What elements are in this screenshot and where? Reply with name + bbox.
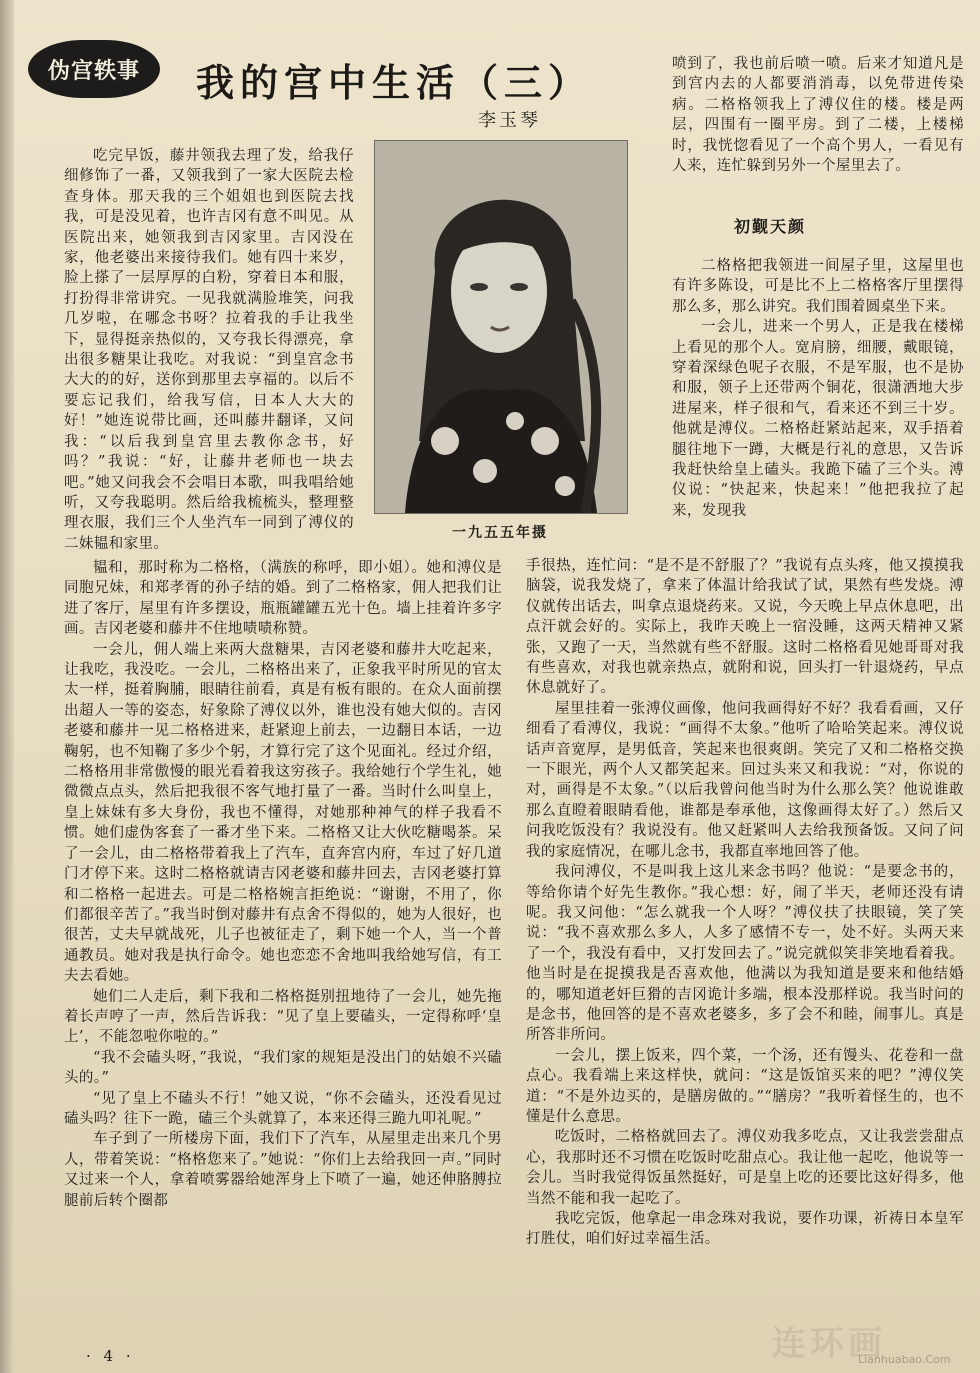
paragraph: 我问溥仪，不是叫我上这儿来念书吗？他说：“是要念书的，等给你请个好先生教你。”我心想：好，闹了半天，老师还没有请呢。我又问他：“怎么就我一个人呀？”溥仪扶了扶眼镜，笑了笑说：“我不喜欢那么多人，人多了感情不专一，处不好。头两天来了一个，我没有看中，又打发回去了。”说完就似笑非笑地看着我。他当时是在捉摸我是否喜欢他，他满以为我知道是要来和他结婚的，哪知道老奸巨猾的吉冈诡计多端，根本没那样说。我当时问的是念书，他回答的是不喜欢老婆多，多了会不和睦，闹事儿。真是所答非所问。 xyxy=(526,864,964,1044)
lower-left-column xyxy=(64,558,502,1211)
paragraph: “我不会磕头呀，”我说，“我们家的规矩是没出门的姑娘不兴磕头的。” xyxy=(64,1049,502,1087)
portrait-illustration xyxy=(375,141,627,513)
photo-caption: 一九五五年摄 xyxy=(452,525,548,541)
portrait-photo xyxy=(374,140,628,514)
paragraph: “见了皇上不磕头不行！”她又说，“你不会磕头，还没看见过磕头吗？往下一跪，磕三个头就算了，本来还得三跪九叩礼呢。” xyxy=(64,1090,502,1127)
paragraph: 一会儿，摆上饭来，四个菜，一个汤，还有馒头、花卷和一盘点心。我看端上来这样快，就问：“这是饭馆买来的吧？”溥仪笑道：“不是外边买的，是膳房做的。”“膳房？”我听着怪生的，也不懂是什么意思。 xyxy=(526,1047,964,1125)
binding-edge xyxy=(0,0,14,1373)
paragraph: 手很热，连忙问：“是不是不舒服了？”我说有点头疼，他又摸摸我脑袋，说我发烧了，拿来了体温计给我试了试，果然有些发烧。溥仪就传出话去，叫拿点退烧药来。又说，今天晚上早点休息吧，出点汗就会好的。实际上，我昨天晚上一宿没睡，这两天精神又紧张，又跑了一天，当然就有些不舒服。这时二格格看见她哥哥对我有些喜欢，对我也就亲热点，就附和说，回头打一针退烧药，早点休息就好了。 xyxy=(526,558,964,697)
lower-right-column xyxy=(526,556,964,1250)
site-watermark-url: Lianhuabao.Com xyxy=(858,1353,951,1366)
paragraph: 她们二人走后，剩下我和二格格挺别扭地待了一会儿，她先拖着长声哼了一声，然后告诉我：“见了皇上要磕头，一定得称呼‘皇上’，不能忽啦你啦的。” xyxy=(64,988,502,1046)
right-column-middle xyxy=(672,256,964,521)
article-author: 李玉琴 xyxy=(478,110,541,131)
site-watermark: 连环画 xyxy=(772,1324,886,1364)
left-column xyxy=(64,146,354,554)
column-tag-badge: 伪宫轶事 xyxy=(28,40,160,98)
paragraph: 吃饭时，二格格就回去了。溥仪劝我多吃点，又让我尝尝甜点心，我那时还不习惯在吃饭时吃甜点心。我让他一起吃，他说等一会儿。当时我觉得饭虽然挺好，可是皇上吃的还要比这好得多，他当然不能和我一起吃了。 xyxy=(526,1129,964,1207)
paragraph: 屋里挂着一张溥仪画像，他问我画得好不好？我看看画，又仔细看了看溥仪，我说：“画得不太象。”他听了哈哈笑起来。溥仪说话声音宽厚，是男低音，笑起来也很爽朗。笑完了又和二格格交换一下眼光，两个人又都笑起来。回过头来又和我说：“对，你说的对，画得是不太象。”（以后我曾问他当时为什么那么笑？他说谁敢那么直瞪着眼睛看他，谁都是奉承他，这像画得太好了。）然后又问我吃饭没有？我说没有。他又赶紧叫人去给我预备饭。又问了问我的家庭情况，在哪儿念书，我都直率地回答了他。 xyxy=(526,700,964,860)
page-number: · 4 · xyxy=(86,1347,135,1365)
paragraph: 二格格把我领进一间屋子里，这屋里也有许多陈设，可是比不上二格格客厅里摆得那么多，那么讲究。我们围着圆桌坐下来。 xyxy=(672,258,964,315)
paragraph: 一会儿，佣人端上来两大盘糖果，吉冈老婆和藤井大吃起来，让我吃，我没吃。一会儿，二格格出来了，正象我平时所见的官太太一样，挺着胸脯，眼睛往前看，真是有板有眼的。在众人面前摆出超人一等的姿态，好象除了溥仪以外，谁也没有她大似的。吉冈老婆和藤井一见二格格进来，赶紧迎上前去，一边翻日本话，一边鞠躬，也不知鞠了多少个躬，才算行完了这个见面礼。经过介绍，二格格用非常傲慢的眼光看着我这穷孩子。我给她行个学生礼，她微微点点头，然后把我很不客气地打量了一番。当时什么叫皇上，皇上妹妹有多大身份，我也不懂得，对她那种神气的样子我看不惯。她们虚伪客套了一番才坐下来。二格格又让大伙吃糖喝茶。呆了一会儿，由二格格带着我上了汽车，直奔宫内府，车过了好几道门才停下来。这时二格格就请吉冈老婆和藤井回去，吉冈老婆打算和二格格一起进去。可是二格格婉言拒绝说：“谢谢，不用了，你们都很辛苦了。”我当时倒对藤井有点舍不得似的，她为人很好，也很苦，丈夫早就战死，儿子也被征走了，剩下她一个人，当一个普通教员。她对我是执行命令。她也恋恋不舍地叫我给她写信，有工夫去看她。 xyxy=(64,641,502,985)
paragraph: 一会儿，进来一个男人，正是我在楼梯上看见的那个人。宽肩膀，细腰，戴眼镜，穿着深绿色呢子衣服，不是军服，也不是协和服，领子上还带两个铜花，很潇洒地大步进屋来，样子很和气，看来还不到三十岁。他就是溥仪。二格格赶紧站起来，双手捂着腿往地下一蹲，大概是行礼的意思，又告诉我赶快给皇上磕头。我跪下磕了三个头。溥仪说：“快起来，快起来！”他把我拉了起来，发现我 xyxy=(672,319,964,519)
paragraph: 吃完早饭，藤井领我去理了发，给我仔细修饰了一番，又领我到了一家大医院去检查身体。那天我的三个姐姐也到医院去找我，可是没见着，也许吉冈有意不叫见。从医院出来，她领我到吉冈家里。吉冈没在家，他老婆出来接待我们。她有四十来岁，脸上搽了一层厚厚的白粉，穿着日本和服，打扮得非常讲究。一见我就满脸堆笑，问我几岁啦，在哪念书呀？拉着我的手让我坐下，显得挺亲热似的，又夸我长得漂亮，拿出很多糖果让我吃。对我说：“到皇宫念书大大的的好，送你到那里去享福的。以后不要忘记我们，给我写信，日本人大大的好！”她连说带比画，还叫藤井翻译，又问我：“以后我到皇宫里去教你念书，好吗？”我说：“好，让藤井老师也一块去吧。”她又问我会不会唱日本歌，叫我唱给她听，又夸我聪明。然后给我梳梳头，整理整理衣服，我们三个人坐汽车一同到了溥仪的二妹韫和家里。 xyxy=(64,148,354,552)
paragraph: 喷到了，我也前后喷一喷。后来才知道凡是到宫内去的人都要消消毒，以免带进传染病。二格格领我上了溥仪住的楼。楼是两层，四围有一圈平房。到了二楼，上楼梯时，我恍惚看见了一个高个男人，一看见有人来，连忙躲到另外一个屋里去了。 xyxy=(672,56,964,175)
paragraph: 韫和，那时称为二格格，（满族的称呼，即小姐）。她和溥仪是同胞兄妹，和郑孝胥的孙子结的婚。到了二格格家，佣人把我们让进了客厅，屋里有许多摆设，瓶瓶罐罐五光十色。墙上挂着许多字画。吉冈老婆和藤井不住地啧啧称赞。 xyxy=(64,560,502,638)
paragraph: 车子到了一所楼房下面，我们下了汽车，从屋里走出来几个男人，带着笑说：“格格您来了。”她说：“你们上去给我回一声。”同时又过来一个人，拿着喷雾器给她浑身上下喷了一遍，她还伸胳膊拉腿前后转个圈都 xyxy=(64,1131,502,1209)
paragraph: 我吃完饭，他拿起一串念珠对我说，要作功课，祈祷日本皇军打胜仗，咱们好过幸福生活。 xyxy=(526,1211,964,1248)
article-title: 我的宫中生活（三） xyxy=(196,61,593,105)
section-subheading: 初觐天颜 xyxy=(734,217,807,236)
right-column-top xyxy=(672,54,964,176)
